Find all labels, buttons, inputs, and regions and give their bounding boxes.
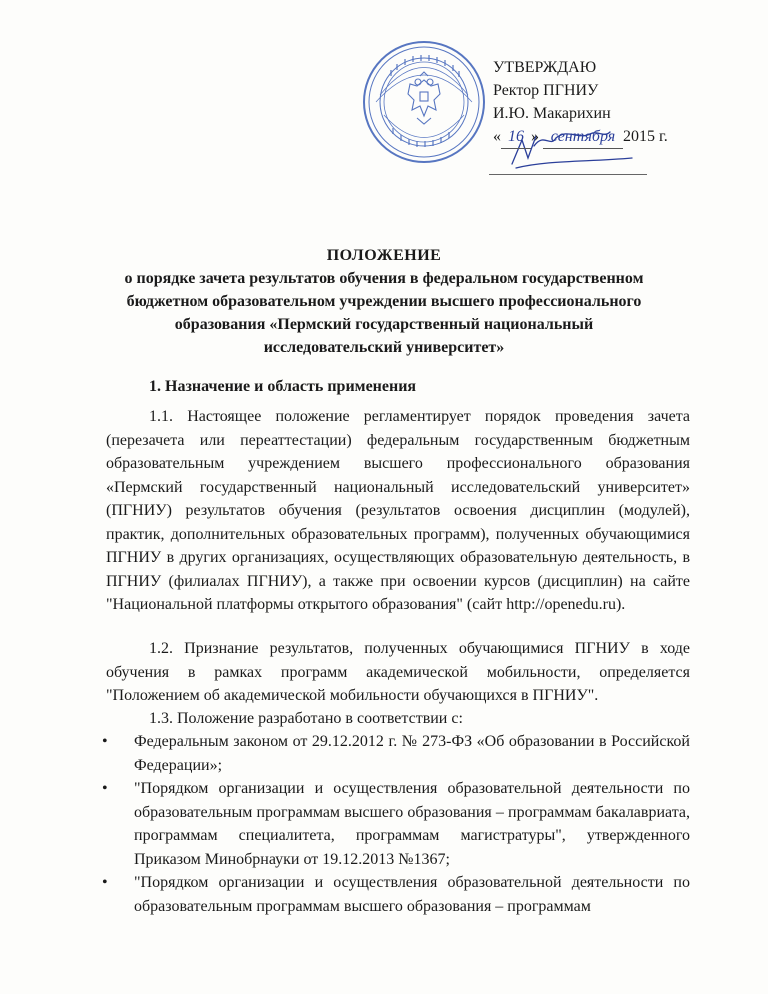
title-line-4: исследовательский университет» xyxy=(263,339,505,356)
section-heading: 1. Назначение и область применения xyxy=(149,378,417,395)
date-day: 16 xyxy=(501,125,531,149)
title-main: ПОЛОЖЕНИЕ xyxy=(326,247,442,264)
paragraph-1-1: 1.1. Настоящее положение регламентирует порядок проведения зачета (перезачета или переаттестации) федеральным государственным бюджетным образовательным учреждением высшего профессионального образования «Пермский государственный национальный исследовательский университет» (ПГНИУ) результатов обучения (результатов освоения дисциплин (модулей), практик, дополнительных образовательных программ), полученных обучающимися ПГНИУ в других организациях, осуществляющих образовательную деятельность, в ПГНИУ (филиалах ПГНИУ), а также при освоении курсов (дисциплин) на сайте "Национальной платформы открытого образования" (сайт http://openedu.ru). xyxy=(106,408,690,613)
date-year: 2015 г. xyxy=(623,128,668,145)
date-quote-close: » xyxy=(531,128,539,145)
title-line-1: о порядке зачета результатов обучения в федеральном государственном xyxy=(124,270,644,287)
official-stamp-seal xyxy=(362,40,486,164)
date-month: сентября xyxy=(543,125,623,149)
bullet-list xyxy=(102,730,690,918)
approval-heading: УТВЕРЖДАЮ xyxy=(493,59,597,76)
bullet-icon: • xyxy=(102,733,108,750)
document-title xyxy=(60,244,708,359)
title-line-2: бюджетном образовательном учреждении высшего профессионального xyxy=(126,293,642,310)
signature-line xyxy=(489,174,647,175)
approval-date xyxy=(493,125,668,149)
list-item: • "Порядком организации и осуществления образовательной деятельности по образовательным программам высшего образования – программам xyxy=(106,871,690,918)
approval-block xyxy=(493,56,668,149)
list-item: • "Порядком организации и осуществления образовательной деятельности по образовательным программам высшего образования – программам бакалавриата, программам специалитета, программам магистратуры", утвержденного Приказом Минобрнауки от 19.12.2013 №1367; xyxy=(106,777,690,871)
date-quote-open: « xyxy=(493,128,501,145)
paragraph-1-3: 1.3. Положение разработано в соответствии с: xyxy=(149,710,463,727)
bullet-icon: • xyxy=(102,780,108,797)
rector-title: Ректор ПГНИУ xyxy=(493,82,599,99)
rector-name: И.Ю. Макарихин xyxy=(493,105,611,122)
title-line-3: образования «Пермский государственный национальный xyxy=(174,316,594,333)
list-item: • Федеральным законом от 29.12.2012 г. № 273-ФЗ «Об образовании в Российской Федерации»; xyxy=(106,730,690,777)
paragraph-1-2: 1.2. Признание результатов, полученных обучающимися ПГНИУ в ходе обучения в рамках программ академической мобильности, определяется "Положением об академической мобильности обучающихся в ПГНИУ". xyxy=(106,640,690,704)
bullet-icon: • xyxy=(102,874,108,891)
